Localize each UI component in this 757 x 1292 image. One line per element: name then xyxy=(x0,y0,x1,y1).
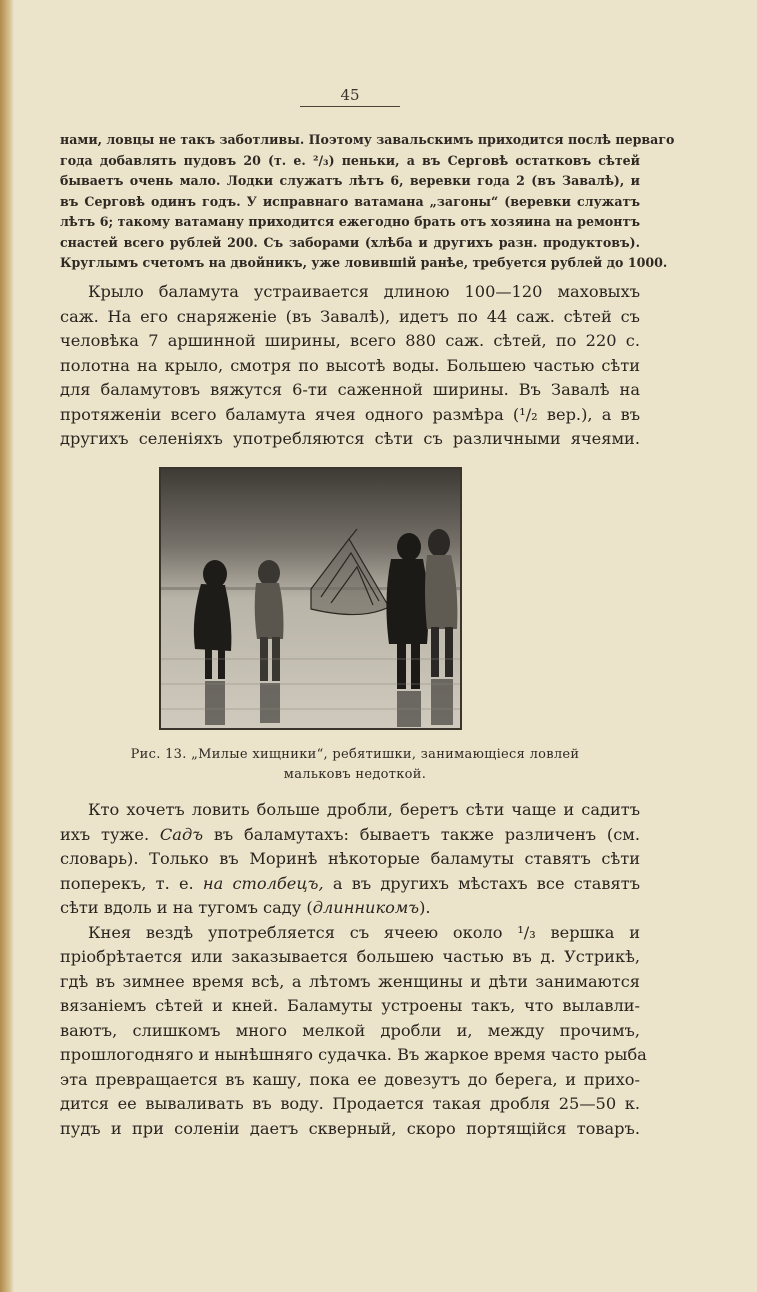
italic-term: длинникомъ xyxy=(312,898,420,917)
italic-term: Садъ xyxy=(159,824,204,844)
text-line: гдѣ въ зимнее время всѣ, а лѣтомъ женщины и дѣти занимаются xyxy=(60,971,640,991)
text-line: саж. На его снаряженіе (въ Завалѣ), идетъ по 44 саж. сѣтей съ xyxy=(60,306,640,326)
text-line: полотна на крыло, смотря по высотѣ воды. Большею частью сѣти xyxy=(60,355,640,375)
figure-caption-line: Рис. 13. „Милые хищники“, ребятишки, занимающіеся ловлей xyxy=(130,747,580,762)
text-line: прошлогодняго и нынѣшняго судачка. Въ жаркое время часто рыба xyxy=(60,1045,647,1064)
text-span: ихъ туже. xyxy=(60,824,160,844)
text-line: для баламутовъ вяжутся 6-ти саженной ширины. Въ Завалѣ на xyxy=(60,380,640,399)
text-line: года добавлять пудовъ 20 (т. е. ²/₃) пеньки, а въ Серговѣ остатковъ сѣтей xyxy=(60,152,640,168)
text-line xyxy=(60,872,640,897)
figure-caption xyxy=(90,745,620,785)
text-line: нами, ловцы не такъ заботливы. Поэтому завальскимъ приходится послѣ перваго xyxy=(60,132,675,147)
paragraph-wing-description xyxy=(60,280,640,452)
page-number: 45 xyxy=(300,86,400,107)
text-line xyxy=(60,896,640,921)
text-line: лѣтъ 6; такому ватаману приходится ежегодно брать отъ хозяина на ремонтъ xyxy=(60,214,640,229)
text-line: словарь). Только въ Моринѣ нѣкоторые баламуты ставятъ сѣти xyxy=(60,849,640,868)
text-line: въ Серговѣ одинъ годъ. У исправнаго ватамана „загоны“ (веревки служатъ xyxy=(60,193,640,209)
text-line: пудъ и при соленіи даетъ скверный, скоро портящійся товаръ. xyxy=(60,1118,640,1138)
text-line: Кто хочетъ ловить больше дробли, беретъ сѣти чаще и садитъ xyxy=(88,800,640,819)
photo-illustration xyxy=(161,469,460,728)
small-print-paragraph xyxy=(60,130,675,274)
text-line: Крыло баламута устраивается длиною 100—120 маховыхъ xyxy=(88,282,640,301)
figure-caption-line: мальковъ недоткой. xyxy=(283,767,427,782)
text-span: въ баламутахъ: бываетъ также различенъ (см. xyxy=(203,824,640,844)
text-line: эта превращается въ кашу, пока ее довезутъ до берега, и прихо- xyxy=(60,1069,640,1089)
text-line: дится ее вываливать въ воду. Продается такая дробля 25—50 к. xyxy=(60,1094,640,1113)
page-spine-shadow xyxy=(0,0,14,1292)
text-span: поперекъ, т. е. xyxy=(60,873,203,893)
text-line: другихъ селеніяхъ употребляются сѣти съ различными ячеями. xyxy=(60,429,640,448)
italic-term: на столбецъ, xyxy=(202,873,324,893)
text-line: человѣка 7 аршинной ширины, всего 880 саж. сѣтей, по 220 с. xyxy=(60,331,640,350)
text-line: снастей всего рублей 200. Съ заборами (хлѣба и другихъ разн. продуктовъ). xyxy=(60,234,640,250)
text-span: сѣти вдоль и на тугомъ саду ( xyxy=(60,898,313,917)
text-line: Круглымъ счетомъ на двойникъ, уже ловившій ранѣе, требуется рублей до 1000. xyxy=(60,255,668,270)
figure-photo-children-fishing xyxy=(159,467,462,730)
text-line: пріобрѣтается или заказывается большею частью въ д. Устрикѣ, xyxy=(60,947,640,966)
text-line xyxy=(60,823,640,848)
text-line: протяженіи всего баламута ячея одного размѣра (¹/₂ вер.), а въ xyxy=(60,404,640,424)
paragraph-net-setting xyxy=(60,798,647,1141)
text-line: Кнея вездѣ употребляется съ ячеею около ¹/₃ вершка и xyxy=(88,922,640,942)
text-span: ). xyxy=(419,898,431,917)
text-line: вязаніемъ сѣтей и кней. Баламуты устроены такъ, что вылавли- xyxy=(60,996,640,1015)
text-span: а въ другихъ мѣстахъ все ставятъ xyxy=(323,873,641,893)
text-line: бываетъ очень мало. Лодки служатъ лѣтъ 6, веревки года 2 (въ Завалѣ), и xyxy=(60,173,640,188)
text-line: ваютъ, слишкомъ много мелкой дробли и, между прочимъ, xyxy=(60,1020,640,1040)
